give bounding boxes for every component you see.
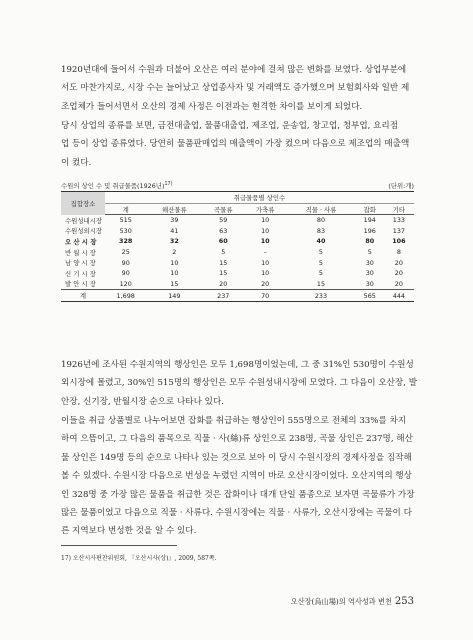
table-cell: 80 <box>365 237 375 246</box>
table-cell: 20 <box>261 279 270 288</box>
text-line: 안장, 신기장, 반월시장 순으로 나타나 있다. <box>61 396 224 407</box>
table-cell: 5 <box>221 248 226 257</box>
text-line: 물 상인은 149명 등의 순으로 나타나 있는 것으로 보아 이 당시 수원시장의 경제사정을 짐작해 <box>61 452 412 463</box>
table-cell: 15 <box>219 269 228 278</box>
table-cell: 137 <box>392 226 405 235</box>
table-caption: 수원의 상인 수 및 취급물품(1926년)$^{17)}$ <box>61 181 173 190</box>
column-header: 곡물류 <box>202 204 244 215</box>
table-cell: 328 <box>119 237 133 246</box>
text-line: 1926년에 조사된 수원지역의 행상인은 모두 1,698명이었는데, 그 중 31%인 530명이 수원성 <box>61 360 414 370</box>
table-cell: 59 <box>219 216 228 225</box>
text-line: 인 328명 중 가장 많은 물품을 취급한 것은 잡화이나 대개 단일 품종으로 보자면 곡물류가 가장 <box>61 489 415 500</box>
text-line: 조업체가 들어서면서 오산의 경제 사정은 이전과는 현격한 차이를 보이게 되었다. <box>61 101 363 112</box>
column-header: 계 <box>105 204 146 215</box>
table-cell: 15 <box>219 258 228 267</box>
table-cell: 30 <box>365 269 374 278</box>
text-line: 볼 수 있겠다. 수원시장 다음으로 번성을 누렸던 지역이 바로 오산시장이었다. 오산지역의 행상 <box>61 471 412 482</box>
table-header-row-1 <box>61 192 414 204</box>
row-place: 수원성외시장 <box>65 227 103 236</box>
text-line: 하여 으뜸이고, 그 다음의 품목으로 직물 · 사(絲)류 상인으로 238명, 곡물 상인은 237명, 해산 <box>61 434 413 445</box>
table-cell: 196 <box>363 226 376 235</box>
table-cell: 194 <box>363 216 376 225</box>
table-row <box>61 236 414 247</box>
text-line: 른 지역보다 번성한 것을 알 수 있다. <box>61 526 197 537</box>
paragraph-4 <box>61 412 414 541</box>
total-label: 계 <box>61 290 105 302</box>
table-cell: 10 <box>261 258 270 267</box>
table-body <box>61 215 414 302</box>
total-cell: 237 <box>202 290 244 302</box>
running-title: 오산장(烏山場)의 역사성과 변천 <box>290 597 392 606</box>
total-cell: 149 <box>146 290 202 302</box>
table-cell: 30 <box>365 258 374 267</box>
table-header-row-2 <box>61 204 414 215</box>
table-cell: 15 <box>316 279 326 288</box>
table-row <box>61 268 414 279</box>
table-cell: 15 <box>170 279 179 288</box>
text-line: 외시장에 몰렸고, 30%인 515명의 행상인은 모두 수원성내시장에 모였다. 그 다음이 오산장, 발 <box>61 378 418 389</box>
table-cell: 2 <box>172 248 177 257</box>
table-cell: 32 <box>169 237 179 246</box>
table-cell: 20 <box>394 269 403 278</box>
table-unit: (단위:개) <box>388 182 414 190</box>
table-cell: 120 <box>119 279 132 288</box>
row-place: 반 월 시 장 <box>65 248 96 257</box>
table-cell: 10 <box>261 216 270 225</box>
page-number: 253 <box>394 596 414 607</box>
table-row <box>61 257 414 268</box>
column-header: 가축류 <box>244 204 286 215</box>
row-place: 남 양 시 장 <box>65 259 96 268</box>
text-line: 당시 상업의 종류를 보면, 금전대출업, 물품대출업, 제조업, 운송업, 창고업, 청부업, 요리점 <box>61 121 398 131</box>
total-cell: 444 <box>384 290 414 302</box>
table-cell: 530 <box>119 226 132 235</box>
table-cell: 25 <box>121 248 130 257</box>
paragraph-2 <box>61 117 414 172</box>
text-line: 이 컸다. <box>61 157 92 168</box>
text-line: 이들을 취급 상품별로 나누어보면 잡화를 취급하는 행상인이 555명으로 전체의 33%를 차지 <box>61 416 407 426</box>
table-row <box>61 215 414 226</box>
table-row <box>61 247 414 258</box>
table-cell: 80 <box>316 216 326 225</box>
table-cell: – <box>263 248 267 257</box>
row-place: 신 기 시 장 <box>65 269 96 278</box>
table-cell: 10 <box>261 269 270 278</box>
table-cell: 10 <box>261 226 270 235</box>
table-cell: 133 <box>392 216 405 225</box>
footnote-divider <box>61 545 177 546</box>
table-cell: 90 <box>121 269 130 278</box>
table-cell: 20 <box>394 258 403 267</box>
header-place: 집합장소 <box>61 192 105 215</box>
text-line: 업 등이 상업 종류였다. 당연히 물품판매업의 매출액이 가장 컸으며 다음으로 제조업의 매출액 <box>61 139 410 150</box>
table-cell: 39 <box>170 216 179 225</box>
table-total-row <box>61 290 414 302</box>
total-cell: 70 <box>244 290 286 302</box>
table-cell: 20 <box>394 279 403 288</box>
table-cell: 106 <box>392 237 406 246</box>
table-cell: 515 <box>119 216 132 225</box>
table-cell: 41 <box>170 226 179 235</box>
table-cell: 10 <box>170 269 179 278</box>
table-row <box>61 226 414 237</box>
text-line: 1920년대에 들어서 수원과 더불어 오산은 여러 분야에 걸쳐 많은 변화를 보였다. 상업부분에 <box>61 65 407 75</box>
table-cell: 8 <box>396 248 401 257</box>
table-cell: 10 <box>170 258 179 267</box>
row-place: 발 안 시 장 <box>65 280 96 289</box>
table-cell: 10 <box>260 237 270 246</box>
paragraph-3 <box>61 356 418 411</box>
table-cell: 20 <box>219 279 228 288</box>
table-cell: 5 <box>367 248 372 257</box>
running-footer <box>291 596 414 607</box>
total-cell: 1,698 <box>105 290 146 302</box>
footnote-ref: 17) <box>164 181 173 187</box>
table-cell: 60 <box>218 237 228 246</box>
table-cell: 83 <box>316 226 326 235</box>
text-line: 많은 물품이었고 다음으로 직물 · 사류다. 수원시장에는 직물 · 사류가, 오산시장에는 곡물이 다 <box>61 508 412 519</box>
merchant-table <box>61 191 414 302</box>
column-header: 직물 · 사류 <box>286 204 356 215</box>
column-header: 잡화 <box>356 204 384 215</box>
text-line: 서도 마찬가지로, 시장 수는 늘어났고 상업종사자 및 거래액도 증가했으며 보험회사와 일반 제 <box>61 83 410 94</box>
table-cell: 90 <box>121 258 130 267</box>
table-cell: 63 <box>219 226 228 235</box>
table-cell: 5 <box>318 269 323 278</box>
table-row <box>61 279 414 290</box>
table-cell: 40 <box>316 237 326 246</box>
column-header: 기타 <box>384 204 414 215</box>
table-cell: 30 <box>365 279 374 288</box>
table-cell: 5 <box>318 258 323 267</box>
row-place: 오 산 시 장 <box>65 237 97 246</box>
table-cell: 5 <box>318 248 323 257</box>
header-group: 취급물품별 상인수 <box>105 192 414 204</box>
column-header: 해산물류 <box>146 204 202 215</box>
row-place: 수원성내시장 <box>65 216 103 225</box>
total-cell: 565 <box>356 290 384 302</box>
total-cell: 233 <box>286 290 356 302</box>
footnote: 17) 오산시사편찬위원회, 『오산시사(상)』, 2009, 587쪽. <box>61 555 217 562</box>
paragraph-1 <box>61 61 414 116</box>
